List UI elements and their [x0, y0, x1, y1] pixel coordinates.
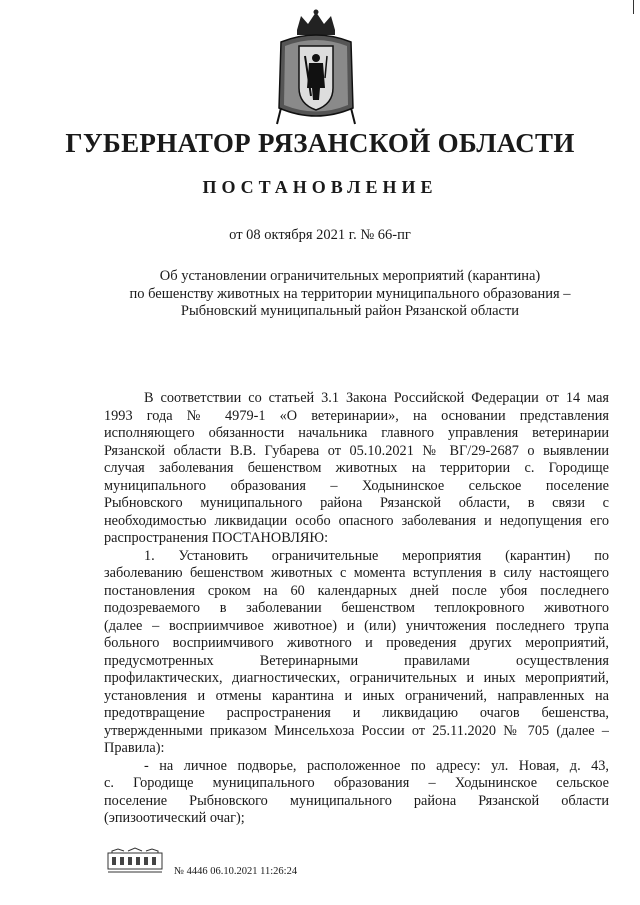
body-line: предусмотренных Ветеринарными правилами осуществления [104, 652, 609, 669]
body-line: больного восприимчивого животного и проведения других мероприятий, [104, 635, 609, 651]
issuer-title: ГУБЕРНАТОР РЯЗАНСКОЙ ОБЛАСТИ [65, 128, 575, 158]
body-line: необходимостью ликвидации особо опасного заболевания и недопущения его [104, 512, 609, 529]
margin-mark [633, 0, 634, 14]
body-line: с. Городище муниципального образования – Ходынинское сельское [104, 775, 609, 791]
body-line: поселение Рыбновского муниципального района Рязанской области [104, 792, 609, 809]
body-line: случая заболевания бешенством животных на территории с. Городище [104, 460, 609, 476]
document-type: ПОСТАНОВЛЕНИЕ [202, 177, 438, 197]
registration-number: № 4446 06.10.2021 11:26:24 [174, 866, 298, 877]
body-line: утвержденными приказом Минсельхоза России от 25.11.2020 № 705 (далее – [104, 722, 609, 739]
body-line: установления и отмены карантина и иных ограничений, направленных на [104, 687, 609, 704]
body-line: муниципального образования – Ходынинское сельское поселение [104, 477, 609, 494]
body-line: (эпизоотический очаг); [104, 810, 245, 826]
body-line: постановления сроком на 60 календарных дней после убоя последнего [104, 582, 609, 599]
body-line: распространения ПОСТАНОВЛЯЮ: [104, 530, 329, 546]
body-line: 1. Установить ограничительные мероприятия (карантин) по [144, 547, 609, 564]
body-line: профилактических, диагностических, ограничительных и иных мероприятий, [104, 670, 609, 686]
body-line: (далее – восприимчивое животное) и (или) уничтожения последнего трупа [104, 617, 609, 634]
body-line: заболеванию бешенством животных с момента вступления в силу настоящего [104, 565, 609, 581]
document-date-number: от 08 октября 2021 г. № 66-пг [229, 227, 411, 243]
subject-line: Об установлении ограничительных мероприятий (карантина) [159, 268, 541, 284]
body-line: - на личное подворье, расположенное по адресу: ул. Новая, д. 43, [144, 757, 609, 774]
body-line: предотвращение распространения и ликвидацию очагов бешенства, [104, 705, 609, 721]
document-subject [100, 268, 600, 321]
document-body [104, 390, 609, 828]
coat-of-arms-emblem [275, 8, 357, 128]
body-line: Рязанской области В.В. Губарева от 05.10.2021 № ВГ/29-2687 о выявлении [104, 442, 609, 459]
body-line: 1993 года № 4979-1 «О ветеринарии», на основании представления [104, 407, 609, 424]
subject-line: Рыбновский муниципальный район Рязанской области [180, 303, 520, 319]
body-line: В соответствии со статьей 3.1 Закона Российской Федерации от 14 мая [144, 390, 609, 406]
body-line: Правила): [104, 740, 165, 756]
subject-line: по бешенству животных на территории муниципального образования – [129, 285, 571, 302]
body-line: подозреваемого в заболевании бешенством теплокровного животного [104, 600, 609, 616]
registry-stamp-image [106, 847, 164, 875]
body-line: исполняющего обязанности начальника главного управления ветеринарии [104, 425, 609, 441]
body-line: Рыбновского муниципального района Рязанской области, в связи с [104, 495, 609, 511]
